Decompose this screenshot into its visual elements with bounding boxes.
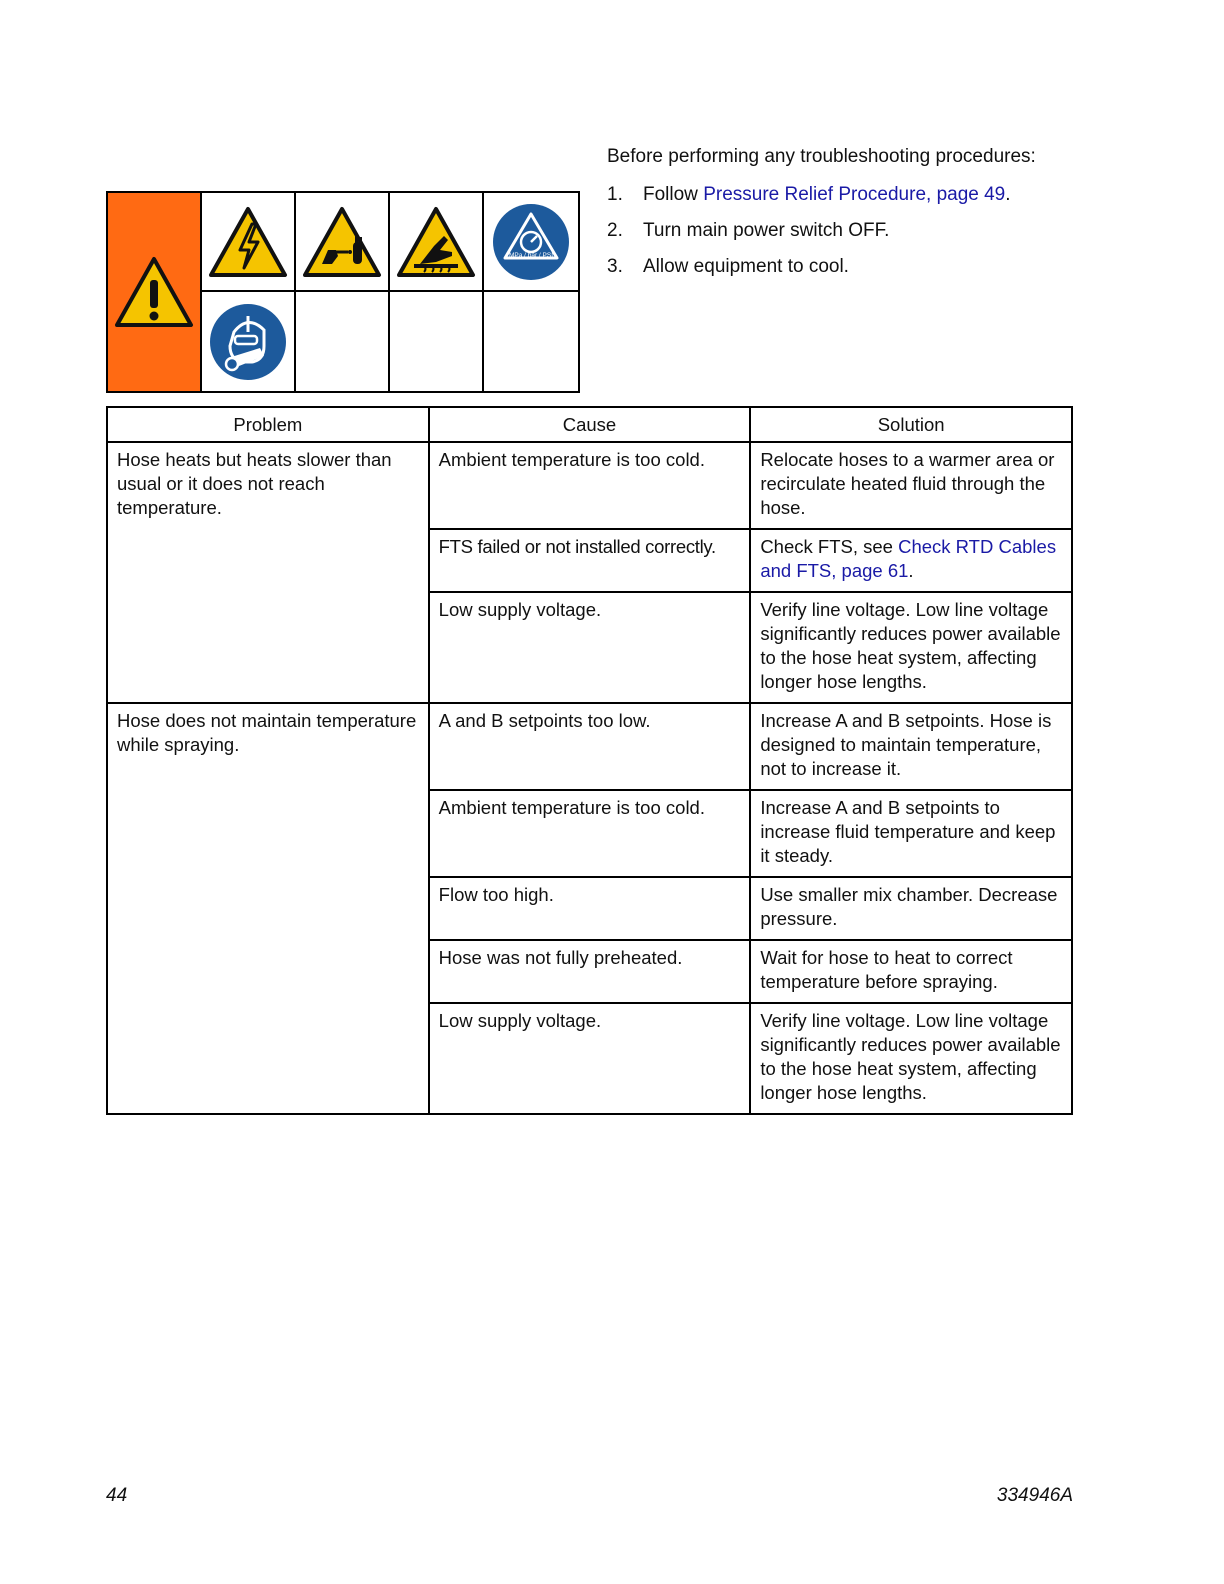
check-rtd-cables-link[interactable]: Check RTD Cables and FTS, page 61 [760,536,1057,581]
steps-intro: Before performing any troubleshooting procedures: [607,146,1036,167]
warning-cell [296,193,390,292]
step-item [607,256,1036,278]
pressure-relief-icon [491,202,571,282]
step-item [607,220,1036,242]
step-item [607,184,1036,206]
header-problem: Problem [107,407,429,442]
table-header-row [107,407,1072,442]
protective-equipment-icon [208,302,288,382]
step-suffix: . [1005,184,1011,205]
pressure-relief-link[interactable]: Pressure Relief Procedure, page 49 [703,184,1006,205]
page-number: 44 [106,1485,128,1506]
solution-cell [750,529,1072,592]
warning-symbols-grid [106,191,580,393]
solution-cell: Increase A and B setpoints to increase fluid temperature and keep it steady. [750,790,1072,877]
solution-cell: Verify line voltage. Low line voltage significantly reduces power available to the hose heat system, affecting longer hose lengths. [750,592,1072,703]
solution-cell: Relocate hoses to a warmer area or recirculate heated fluid through the hose. [750,442,1072,529]
document-number: 334946A [996,1485,1073,1506]
cause-cell: Hose was not fully preheated. [429,940,751,1003]
solution-suffix: . [908,560,914,581]
step-prefix: Follow [643,184,704,205]
step-number: 2. [607,220,623,241]
empty-warning-cell [484,292,578,391]
cause-cell: Flow too high. [429,877,751,940]
solution-cell: Verify line voltage. Low line voltage significantly reduces power available to the hose heat system, affecting longer hose lengths. [750,1003,1072,1114]
step-text [643,184,1011,206]
troubleshooting-table [106,406,1073,1115]
electric-shock-icon [208,206,288,278]
warning-cell [202,193,296,292]
warning-cell [202,292,296,391]
cause-cell: FTS failed or not installed correctly. [429,529,751,592]
warning-cell [390,193,484,292]
step-text: Turn main power switch OFF. [643,220,890,241]
solution-prefix: Check FTS, see [760,536,899,557]
skin-injection-icon [302,206,382,278]
cause-cell: Ambient temperature is too cold. [429,442,751,529]
step-number: 3. [607,256,623,277]
warning-cell [484,193,578,292]
empty-warning-cell [296,292,390,391]
warning-icon-cells [202,193,578,391]
empty-warning-cell [390,292,484,391]
header-solution: Solution [750,407,1072,442]
general-warning-icon [114,256,194,328]
table-row [107,442,1072,529]
table-row [107,703,1072,790]
cause-cell: Ambient temperature is too cold. [429,790,751,877]
pre-troubleshooting-steps [607,146,1036,292]
step-text: Allow equipment to cool. [643,256,849,277]
hot-surface-icon [396,206,476,278]
header-cause: Cause [429,407,751,442]
cause-cell: Low supply voltage. [429,592,751,703]
problem-cell: Hose heats but heats slower than usual or it does not reach temperature. [107,442,429,703]
step-number: 1. [607,184,623,205]
solution-cell: Increase A and B setpoints. Hose is designed to maintain temperature, not to increase it. [750,703,1072,790]
pressure-badge-text: MPa / bar / PSI [508,251,554,259]
solution-cell: Use smaller mix chamber. Decrease pressure. [750,877,1072,940]
cause-cell: Low supply voltage. [429,1003,751,1114]
warning-panel [108,193,202,391]
solution-cell: Wait for hose to heat to correct temperature before spraying. [750,940,1072,1003]
problem-cell: Hose does not maintain temperature while spraying. [107,703,429,1114]
steps-list [607,184,1036,278]
cause-cell: A and B setpoints too low. [429,703,751,790]
